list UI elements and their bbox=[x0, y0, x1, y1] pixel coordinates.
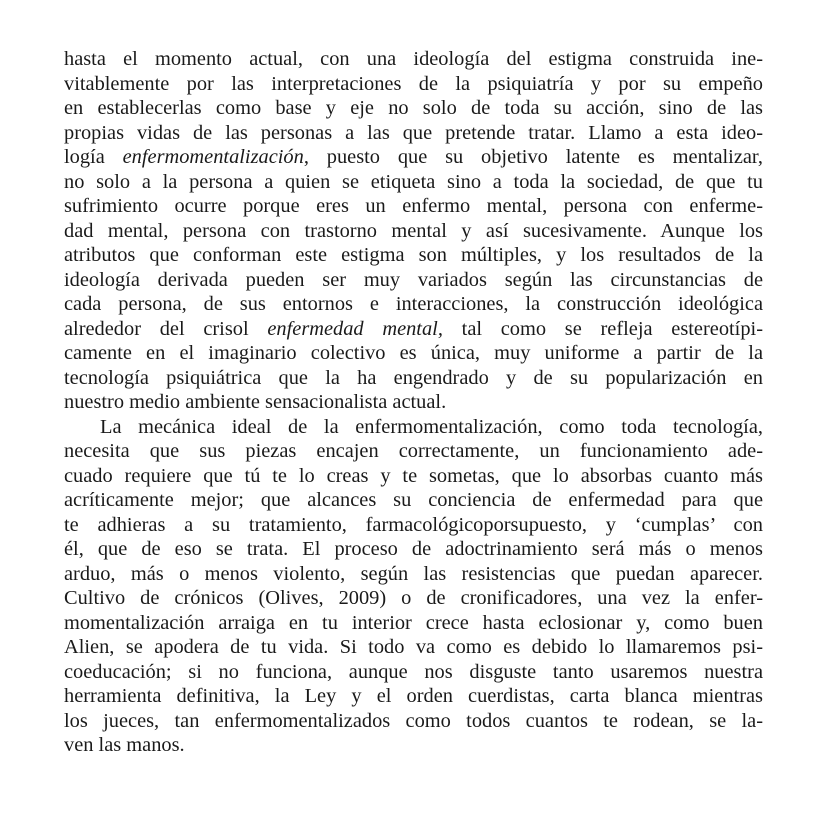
paragraph bbox=[64, 47, 763, 415]
text-segment: , puesto que su objetivo latente es mentalizar, bbox=[303, 146, 763, 168]
text-segment: logía bbox=[64, 146, 123, 168]
text-line bbox=[64, 537, 763, 562]
text-line bbox=[64, 121, 763, 146]
text-segment: atributos que conforman este estigma son múltiples, y los resultados de la bbox=[64, 244, 763, 266]
text-segment: propias vidas de las personas a las que pretende tratar. Llamo a esta ideo- bbox=[64, 121, 763, 144]
text-line bbox=[64, 464, 763, 489]
text-line bbox=[64, 170, 763, 195]
text-segment: ven las manos. bbox=[64, 734, 185, 756]
text-segment: herramienta definitiva, la Ley y el orden cuerdistas, carta blanca mientras bbox=[64, 685, 763, 707]
italic-term: enfermomentalización bbox=[122, 146, 304, 168]
italic-term: enfermedad mental, bbox=[267, 317, 443, 340]
text-segment: tecnología psiquiátrica que la ha engendrado y de su popularización en bbox=[64, 366, 763, 389]
text-segment: arduo, más o menos violento, según las resistencias que puedan aparecer. bbox=[64, 562, 763, 585]
text-segment: nuestro medio ambiente sensacionalista actual. bbox=[64, 391, 447, 413]
text-line bbox=[64, 439, 763, 464]
text-segment: La mecánica ideal de la enfermomentalización, como toda tecnología, bbox=[100, 415, 763, 438]
text-line bbox=[64, 219, 763, 244]
text-line bbox=[64, 586, 763, 611]
text-line bbox=[64, 611, 763, 636]
text-segment: dad mental, persona con trastorno mental y así sucesivamente. Aunque los bbox=[64, 219, 763, 242]
text-line bbox=[64, 96, 763, 121]
text-segment: los jueces, tan enfermomentalizados como todos cuantos te rodean, se la- bbox=[64, 709, 763, 732]
text-segment: ideología derivada pueden ser muy variados según las circunstancias de bbox=[64, 268, 763, 291]
text-segment: camente en el imaginario colectivo es única, muy uniforme a partir de la bbox=[64, 342, 763, 364]
text-segment: alrededor del crisol bbox=[64, 317, 268, 340]
text-segment: momentalización arraiga en tu interior crece hasta eclosionar y, como buen bbox=[64, 611, 763, 634]
text-segment: Cultivo de crónicos (Olives, 2009) o de cronificadores, una vez la enfer- bbox=[64, 587, 763, 609]
text-line bbox=[64, 72, 763, 97]
text-segment: Alien, se apodera de tu vida. Si todo va como es debido lo llamaremos psi- bbox=[64, 636, 763, 658]
text-line bbox=[64, 292, 763, 317]
text-line bbox=[64, 660, 763, 685]
text-line bbox=[64, 415, 763, 440]
text-line bbox=[64, 47, 763, 72]
text-line bbox=[64, 390, 763, 415]
text-line bbox=[64, 684, 763, 709]
text-segment: vitablemente por las interpretaciones de la psiquiatría y por su empeño bbox=[64, 72, 763, 95]
text-line bbox=[64, 317, 763, 342]
text-line bbox=[64, 733, 763, 758]
text-segment: cada persona, de sus entornos e interacciones, la construcción ideológica bbox=[64, 293, 763, 315]
text-line bbox=[64, 709, 763, 734]
text-segment: sufrimiento ocurre porque eres un enfermo mental, persona con enferme- bbox=[64, 195, 763, 217]
text-line bbox=[64, 341, 763, 366]
text-segment: tal como se refleja estereotípi- bbox=[442, 317, 763, 340]
text-segment: coeducación; si no funciona, aunque nos disguste tanto usaremos nuestra bbox=[64, 660, 763, 683]
text-segment: hasta el momento actual, con una ideología del estigma construida ine- bbox=[64, 48, 763, 70]
text-segment: no solo a la persona a quien se etiqueta sino a toda la sociedad, de que tu bbox=[64, 170, 763, 193]
text-segment: necesita que sus piezas encajen correctamente, un funcionamiento ade- bbox=[64, 440, 763, 462]
body-text bbox=[64, 47, 763, 758]
text-segment: en establecerlas como base y eje no solo de toda su acción, sino de las bbox=[64, 97, 763, 119]
document-page bbox=[64, 47, 763, 758]
text-segment: cuado requiere que tú te lo creas y te sometas, que lo absorbas cuanto más bbox=[64, 464, 763, 487]
text-segment: él, que de eso se trata. El proceso de adoctrinamiento será más o menos bbox=[64, 538, 763, 560]
text-line bbox=[64, 488, 763, 513]
text-line bbox=[64, 268, 763, 293]
text-line bbox=[64, 243, 763, 268]
text-segment: acríticamente mejor; que alcances su conciencia de enfermedad para que bbox=[64, 489, 763, 511]
text-line bbox=[64, 194, 763, 219]
text-segment: te adhieras a su tratamiento, farmacológicoporsupuesto, y ‘cumplas’ con bbox=[64, 513, 763, 536]
text-line bbox=[64, 562, 763, 587]
text-line bbox=[64, 145, 763, 170]
text-line bbox=[64, 366, 763, 391]
paragraph bbox=[64, 415, 763, 758]
text-line bbox=[64, 513, 763, 538]
text-line bbox=[64, 635, 763, 660]
